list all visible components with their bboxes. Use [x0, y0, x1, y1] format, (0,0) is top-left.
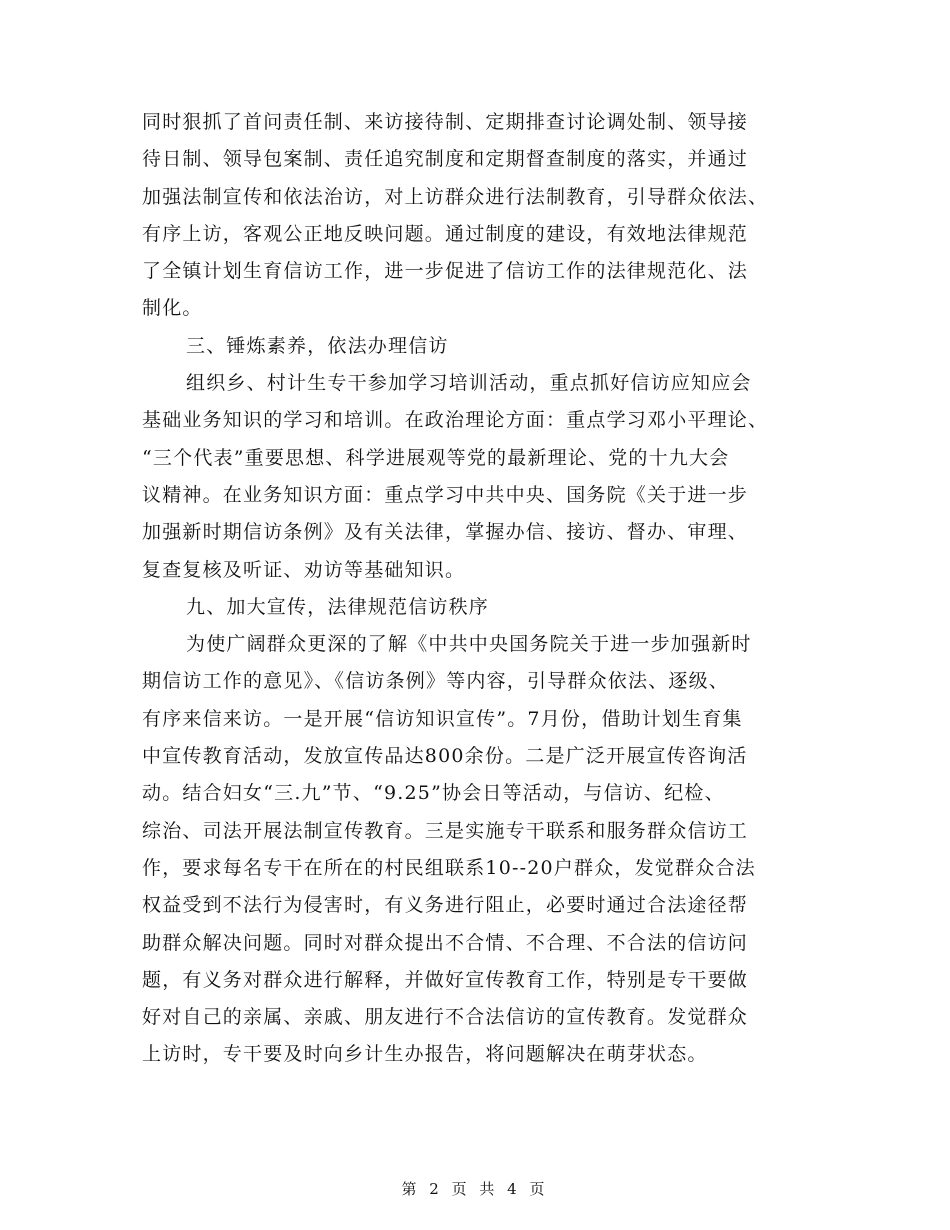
text-line: 权益受到不法行为侵害时，有义务进行阻止，必要时通过合法途径帮 — [142, 894, 749, 917]
heading-line: 九、加大宣传，法律规范信访秩序 — [186, 595, 490, 618]
text-line: 组织乡、村计生专干参加学习培训活动，重点抓好信访应知应会 — [186, 372, 752, 395]
text-line: 制化。 — [142, 297, 203, 320]
section-heading-three — [142, 328, 822, 365]
text-line: 好对自己的亲属、亲戚、朋友进行不合法信访的宣传教育。发觉群众 — [142, 1006, 749, 1029]
text-line: 中宣传教育活动，发放宣传品达800余份。二是广泛开展宣传咨询活 — [142, 745, 748, 768]
text-line: 复查复核及听证、劝访等基础知识。 — [142, 558, 466, 581]
text-line: 待日制、领导包案制、责任追究制度和定期督查制度的落实，并通过 — [142, 148, 749, 171]
text-line: 综治、司法开展法制宣传教育。三是实施专干联系和服务群众信访工 — [142, 819, 749, 842]
text-line: 同时狠抓了首问责任制、来访接待制、定期排查讨论调处制、领导接 — [142, 111, 749, 133]
text-line: 上访时，专干要及时向乡计生办报告，将问题解决在萌芽状态。 — [142, 1043, 708, 1066]
paragraph-system-implementation — [142, 104, 822, 328]
text-line: 加强新时期信访条例》及有关法律，掌握办信、接访、督办、审理、 — [142, 521, 749, 544]
text-line: 动。结合妇女“三.九”节、“9.25”协会日等活动，与信访、纪检、 — [142, 782, 725, 805]
paragraph-publicity — [142, 626, 822, 1074]
text-line: 作，要求每名专干在所在的村民组联系10--20户群众，发觉群众合法 — [142, 856, 756, 879]
heading-line: 三、锤炼素养，依法办理信访 — [186, 334, 449, 357]
text-line: 基础业务知识的学习和培训。在政治理论方面：重点学习邓小平理论、 — [142, 409, 769, 432]
text-line: 为使广阔群众更深的了解《中共中央国务院关于进一步加强新时 — [186, 633, 752, 656]
page-footer: 第 2 页 共 4 页 — [401, 1180, 549, 1198]
text-line: 了全镇计划生育信访工作，进一步促进了信访工作的法律规范化、法 — [142, 260, 749, 283]
text-line: 期信访工作的意见》、《信访条例》等内容，引导群众依法、逐级、 — [142, 670, 730, 693]
text-line: 有序来信来访。一是开展“信访知识宣传”。7月份，借助计划生育集 — [142, 707, 743, 730]
text-line: 助群众解决问题。同时对群众提出不合情、不合理、不合法的信访问 — [142, 931, 749, 954]
paragraph-training — [142, 365, 822, 589]
text-line: 议精神。在业务知识方面：重点学习中共中央、国务院《关于进一步 — [142, 483, 749, 506]
text-line: 加强法制宣传和依法治访，对上访群众进行法制教育，引导群众依法、 — [142, 185, 769, 208]
text-line: “三个代表”重要思想、科学进展观等党的最新理论、党的十九大会 — [142, 446, 730, 469]
text-line: 有序上访，客观公正地反映问题。通过制度的建设，有效地法律规范 — [142, 222, 749, 245]
text-line: 题，有义务对群众进行解释，并做好宣传教育工作，特别是专干要做 — [142, 968, 749, 991]
document-body — [142, 104, 822, 1074]
section-heading-nine — [142, 589, 822, 626]
